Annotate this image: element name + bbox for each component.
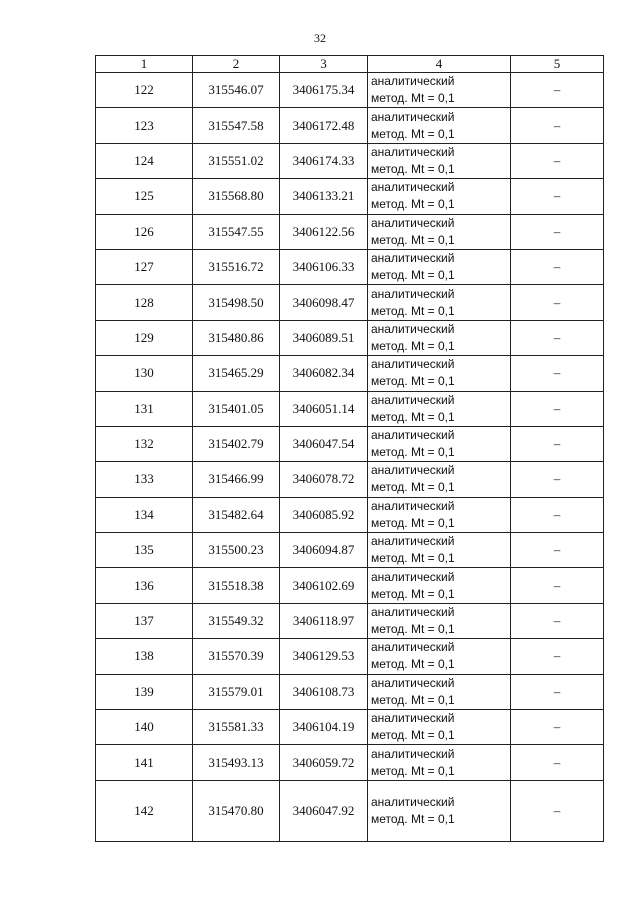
method-cell [368,710,511,745]
method-line-2: метод. Mt = 0,1 [371,728,455,743]
notes-cell: – [511,179,604,214]
table-row [96,462,604,497]
method-cell [368,73,511,108]
point-number-cell: 130 [96,356,193,391]
table-row [96,568,604,603]
method-cell [368,426,511,461]
method-line-1: аналитический [371,794,455,809]
table-header-row [96,56,604,73]
method-cell [368,108,511,143]
method-line-2: метод. Mt = 0,1 [371,232,455,247]
method-line-1: аналитический [371,640,455,655]
notes-cell: – [511,568,604,603]
method-line-1: аналитический [371,321,455,336]
column-header-2: 2 [193,56,280,73]
notes-cell: – [511,497,604,532]
column-header-1: 1 [96,56,193,73]
method-line-1: аналитический [371,180,455,195]
table-row [96,143,604,178]
method-line-2: метод. Mt = 0,1 [371,197,455,212]
method-cell [368,639,511,674]
notes-cell: – [511,73,604,108]
y-coordinate-cell: 3406082.34 [280,356,368,391]
table-row [96,710,604,745]
x-coordinate-cell: 315568.80 [193,179,280,214]
point-number-cell: 141 [96,745,193,780]
method-line-1: аналитический [371,605,455,620]
method-cell [368,214,511,249]
method-line-1: аналитический [371,357,455,372]
x-coordinate-cell: 315551.02 [193,143,280,178]
method-cell [368,356,511,391]
notes-cell: – [511,639,604,674]
method-line-1: аналитический [371,746,455,761]
method-line-2: метод. Mt = 0,1 [371,126,455,141]
method-line-2: метод. Mt = 0,1 [371,268,455,283]
method-cell [368,568,511,603]
column-header-4: 4 [368,56,511,73]
method-line-2: метод. Mt = 0,1 [371,551,455,566]
table-row [96,179,604,214]
point-number-cell: 133 [96,462,193,497]
method-line-2: метод. Mt = 0,1 [371,303,455,318]
method-line-1: аналитический [371,711,455,726]
point-number-cell: 122 [96,73,193,108]
method-cell [368,603,511,638]
method-line-1: аналитический [371,569,455,584]
notes-cell: – [511,391,604,426]
table-row [96,108,604,143]
notes-cell: – [511,143,604,178]
y-coordinate-cell: 3406133.21 [280,179,368,214]
table-row [96,73,604,108]
table-row [96,249,604,284]
point-number-cell: 126 [96,214,193,249]
method-line-2: метод. Mt = 0,1 [371,811,455,826]
x-coordinate-cell: 315547.58 [193,108,280,143]
method-line-2: метод. Mt = 0,1 [371,586,455,601]
x-coordinate-cell: 315401.05 [193,391,280,426]
x-coordinate-cell: 315465.29 [193,356,280,391]
x-coordinate-cell: 315482.64 [193,497,280,532]
x-coordinate-cell: 315546.07 [193,73,280,108]
point-number-cell: 138 [96,639,193,674]
method-cell [368,674,511,709]
notes-cell: – [511,285,604,320]
coordinates-table [95,55,604,842]
method-line-1: аналитический [371,74,455,89]
notes-cell: – [511,356,604,391]
notes-cell: – [511,320,604,355]
y-coordinate-cell: 3406104.19 [280,710,368,745]
method-line-2: метод. Mt = 0,1 [371,409,455,424]
point-number-cell: 142 [96,780,193,841]
x-coordinate-cell: 315470.80 [193,780,280,841]
method-line-2: метод. Mt = 0,1 [371,480,455,495]
x-coordinate-cell: 315579.01 [193,674,280,709]
table-row [96,356,604,391]
method-cell [368,391,511,426]
column-header-5: 5 [511,56,604,73]
method-line-2: метод. Mt = 0,1 [371,657,455,672]
point-number-cell: 140 [96,710,193,745]
x-coordinate-cell: 315466.99 [193,462,280,497]
x-coordinate-cell: 315516.72 [193,249,280,284]
method-cell [368,285,511,320]
method-line-2: метод. Mt = 0,1 [371,91,455,106]
notes-cell: – [511,108,604,143]
method-line-1: аналитический [371,392,455,407]
point-number-cell: 129 [96,320,193,355]
y-coordinate-cell: 3406098.47 [280,285,368,320]
point-number-cell: 134 [96,497,193,532]
point-number-cell: 127 [96,249,193,284]
notes-cell: – [511,780,604,841]
y-coordinate-cell: 3406085.92 [280,497,368,532]
x-coordinate-cell: 315547.55 [193,214,280,249]
x-coordinate-cell: 315518.38 [193,568,280,603]
table-row [96,603,604,638]
x-coordinate-cell: 315493.13 [193,745,280,780]
y-coordinate-cell: 3406118.97 [280,603,368,638]
method-cell [368,143,511,178]
y-coordinate-cell: 3406102.69 [280,568,368,603]
x-coordinate-cell: 315549.32 [193,603,280,638]
y-coordinate-cell: 3406129.53 [280,639,368,674]
page-number: 32 [314,31,326,45]
notes-cell: – [511,745,604,780]
y-coordinate-cell: 3406051.14 [280,391,368,426]
y-coordinate-cell: 3406089.51 [280,320,368,355]
table-row [96,497,604,532]
method-cell [368,533,511,568]
method-line-1: аналитический [371,286,455,301]
method-line-2: метод. Mt = 0,1 [371,622,455,637]
table-row [96,320,604,355]
point-number-cell: 132 [96,426,193,461]
table-row [96,780,604,841]
method-cell [368,497,511,532]
y-coordinate-cell: 3406175.34 [280,73,368,108]
notes-cell: – [511,674,604,709]
method-cell [368,745,511,780]
point-number-cell: 136 [96,568,193,603]
x-coordinate-cell: 315402.79 [193,426,280,461]
method-line-2: метод. Mt = 0,1 [371,161,455,176]
column-header-3: 3 [280,56,368,73]
notes-cell: – [511,710,604,745]
method-cell [368,320,511,355]
method-line-1: аналитический [371,215,455,230]
method-line-1: аналитический [371,428,455,443]
y-coordinate-cell: 3406122.56 [280,214,368,249]
notes-cell: – [511,426,604,461]
table-row [96,745,604,780]
x-coordinate-cell: 315570.39 [193,639,280,674]
point-number-cell: 124 [96,143,193,178]
method-cell [368,462,511,497]
method-line-1: аналитический [371,534,455,549]
y-coordinate-cell: 3406047.92 [280,780,368,841]
method-line-1: аналитический [371,109,455,124]
y-coordinate-cell: 3406174.33 [280,143,368,178]
notes-cell: – [511,214,604,249]
y-coordinate-cell: 3406106.33 [280,249,368,284]
method-line-1: аналитический [371,463,455,478]
method-line-2: метод. Mt = 0,1 [371,338,455,353]
method-cell [368,249,511,284]
point-number-cell: 128 [96,285,193,320]
x-coordinate-cell: 315581.33 [193,710,280,745]
method-line-1: аналитический [371,144,455,159]
y-coordinate-cell: 3406108.73 [280,674,368,709]
notes-cell: – [511,462,604,497]
table-row [96,391,604,426]
method-line-2: метод. Mt = 0,1 [371,374,455,389]
table-row [96,674,604,709]
point-number-cell: 135 [96,533,193,568]
y-coordinate-cell: 3406059.72 [280,745,368,780]
table-row [96,639,604,674]
y-coordinate-cell: 3406047.54 [280,426,368,461]
y-coordinate-cell: 3406078.72 [280,462,368,497]
method-line-1: аналитический [371,498,455,513]
method-line-2: метод. Mt = 0,1 [371,515,455,530]
point-number-cell: 125 [96,179,193,214]
notes-cell: – [511,533,604,568]
y-coordinate-cell: 3406172.48 [280,108,368,143]
method-line-2: метод. Mt = 0,1 [371,763,455,778]
notes-cell: – [511,249,604,284]
point-number-cell: 137 [96,603,193,638]
x-coordinate-cell: 315500.23 [193,533,280,568]
method-line-1: аналитический [371,675,455,690]
method-line-2: метод. Mt = 0,1 [371,692,455,707]
x-coordinate-cell: 315498.50 [193,285,280,320]
method-line-1: аналитический [371,251,455,266]
table-row [96,533,604,568]
table-row [96,214,604,249]
table-row [96,285,604,320]
method-cell [368,179,511,214]
point-number-cell: 131 [96,391,193,426]
table-row [96,426,604,461]
method-cell [368,780,511,841]
point-number-cell: 123 [96,108,193,143]
y-coordinate-cell: 3406094.87 [280,533,368,568]
point-number-cell: 139 [96,674,193,709]
method-line-2: метод. Mt = 0,1 [371,445,455,460]
x-coordinate-cell: 315480.86 [193,320,280,355]
notes-cell: – [511,603,604,638]
